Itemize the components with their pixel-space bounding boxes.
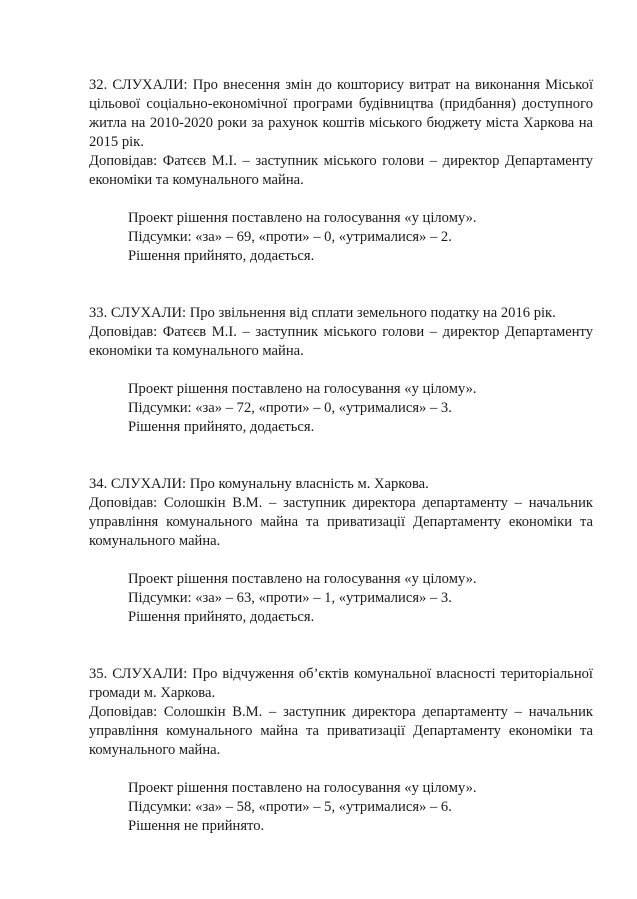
vote-block [128, 570, 593, 627]
document-page [89, 76, 593, 836]
agenda-item-32 [89, 76, 593, 266]
vote-block [128, 209, 593, 266]
vote-results: Підсумки: «за» – 69, «проти» – 0, «утрималися» – 2. [128, 229, 452, 245]
item-reporter: Доповідав: Фатєєв М.І. – заступник міського голови – директор Департаменту економіки та комунального майна. [89, 153, 593, 188]
item-reporter: Доповідав: Фатєєв М.І. – заступник міського голови – директор Департаменту економіки та комунального майна. [89, 324, 593, 359]
vote-results: Підсумки: «за» – 63, «проти» – 1, «утрималися» – 3. [128, 590, 452, 606]
vote-line: Проект рішення поставлено на голосування «у цілому». [128, 210, 477, 226]
vote-line: Проект рішення поставлено на голосування «у цілому». [128, 381, 477, 397]
agenda-item-33 [89, 304, 593, 437]
vote-decision: Рішення не прийнято. [128, 818, 265, 834]
item-reporter: Доповідав: Солошкін В.М. – заступник директора департаменту – начальник управління комунального майна та приватизації Департаменту економіки та комунального майна. [89, 495, 593, 549]
item-heading: 33. СЛУХАЛИ: Про звільнення від сплати земельного податку на 2016 рік. [89, 305, 556, 321]
vote-results: Підсумки: «за» – 58, «проти» – 5, «утрималися» – 6. [128, 799, 452, 815]
item-heading: 32. СЛУХАЛИ: Про внесення змін до кошторису витрат на виконання Міської цільової соціально-економічної програми будівництва (придбання) доступного житла на 2010-2020 роки за рахунок коштів міського бюджету міста Харкова на 2015 рік. [89, 77, 593, 150]
vote-decision: Рішення прийнято, додається. [128, 248, 315, 264]
item-heading: 34. СЛУХАЛИ: Про комунальну власність м. Харкова. [89, 476, 429, 492]
agenda-item-34 [89, 475, 593, 627]
agenda-item-35 [89, 665, 593, 836]
vote-block [128, 779, 593, 836]
vote-decision: Рішення прийнято, додається. [128, 609, 315, 625]
vote-results: Підсумки: «за» – 72, «проти» – 0, «утрималися» – 3. [128, 400, 452, 416]
vote-block [128, 380, 593, 437]
vote-line: Проект рішення поставлено на голосування «у цілому». [128, 780, 477, 796]
item-reporter: Доповідав: Солошкін В.М. – заступник директора департаменту – начальник управління комунального майна та приватизації Департаменту економіки та комунального майна. [89, 704, 593, 758]
vote-decision: Рішення прийнято, додається. [128, 419, 315, 435]
vote-line: Проект рішення поставлено на голосування «у цілому». [128, 571, 477, 587]
item-heading: 35. СЛУХАЛИ: Про відчуження об’єктів комунальної власності територіальної громади м. Харкова. [89, 666, 593, 701]
